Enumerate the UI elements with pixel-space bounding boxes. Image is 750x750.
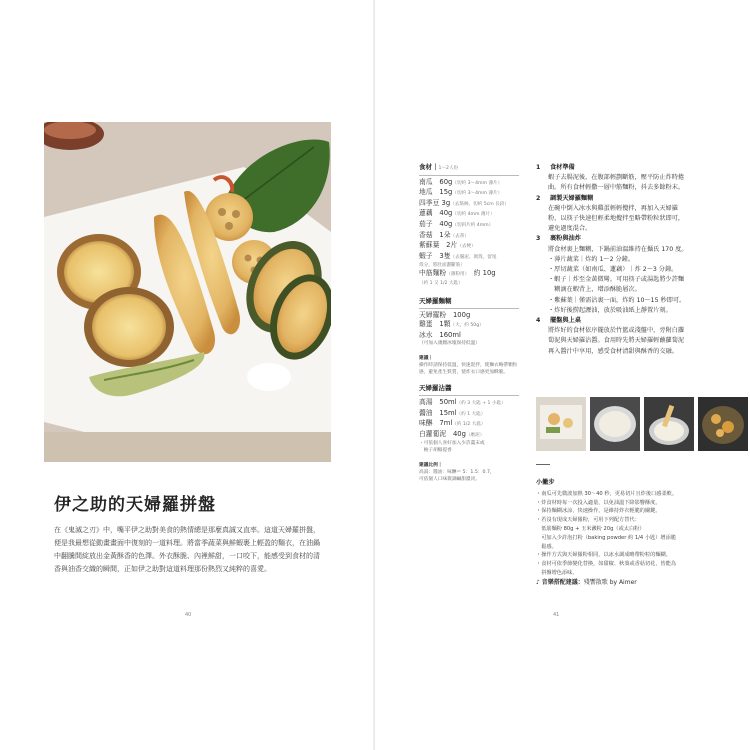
step-photo-2 <box>590 397 640 451</box>
ratio-line-2: 可依個人口味微調鹹甜濃淡。 <box>419 477 480 483</box>
step-line: 再入醬汁中享用，感受食材清甜與酥香的交融。 <box>548 347 678 355</box>
tip-item: 低筋麵粉 80g + 玉米澱粉 20g（或太白粉） <box>536 525 645 532</box>
step-line: ・厚切蔬菜（如南瓜、蓮藕）｜炸 2～3 分鐘。 <box>548 266 678 274</box>
batter-header: 天婦羅麵糊 <box>419 297 519 309</box>
ingredient-note: （去腸泥、剝殼，留尾 <box>450 254 497 260</box>
tip-item: ・南瓜可先微波加熱 30～40 秒，更易切片且炸後口感柔軟。 <box>536 490 678 497</box>
step-body <box>536 173 721 193</box>
step-header <box>536 234 721 244</box>
step-line: ・紫蘇葉｜僅需沾裹一面，炸約 10～15 秒即可。 <box>548 296 686 304</box>
batter-name: 雞蛋 1顆 <box>419 320 451 329</box>
ingredient-list <box>419 178 519 287</box>
sauce-item <box>419 409 519 420</box>
step-photo-1 <box>536 397 586 451</box>
ingredient-item <box>419 220 519 231</box>
sauce-header: 天婦羅沾醬 <box>419 384 519 396</box>
ingredients-header <box>419 163 519 176</box>
ingredient-note: （去筋絲，切約 5cm 長段） <box>450 201 509 207</box>
tips-header: 小撇步 <box>536 479 555 486</box>
ingredient-note: （去梗） <box>457 244 476 250</box>
tips-section <box>536 479 726 588</box>
sauce-item <box>419 398 519 409</box>
sauce-note: （約 1 大匙） <box>456 411 486 417</box>
step-photo-4 <box>698 397 748 451</box>
step-line: 在碗中倒入冰水與雞蛋輕輕攪拌，再加入天婦羅 <box>548 204 678 212</box>
batter-list <box>419 311 519 341</box>
ratio-header: 建議比例｜ <box>419 463 443 469</box>
step-line: ・薄片蔬菜｜炸約 1～2 分鐘。 <box>548 255 635 263</box>
ingredient-note: （薄粉用） <box>446 272 467 278</box>
ingredient-item <box>419 209 519 220</box>
batter-item <box>419 331 519 341</box>
batter-item <box>419 320 519 331</box>
step-line: 糊滴在蝦背上，增添酥脆層次。 <box>548 286 641 294</box>
page-number-right: 41 <box>553 612 560 618</box>
ingredient-name: 中筋麵粉 <box>419 269 447 278</box>
ingredient-name: 香菇 1朵 <box>419 230 451 239</box>
sauce-note: （磨泥） <box>465 432 485 438</box>
music-suggestion <box>536 579 726 588</box>
ingredient-sub-note: （約 1 又 1/2 大匙） <box>419 280 463 286</box>
tip-item: 可加入少許泡打粉（baking powder 約 1/4 小匙）增添脆 <box>536 534 676 541</box>
page-number-left: 40 <box>185 612 192 618</box>
tips-divider <box>536 464 550 465</box>
batter-name: 天婦羅粉 100g <box>419 310 471 319</box>
batter-item <box>419 311 519 321</box>
step-number: 4 <box>536 317 541 325</box>
batter-tip-header: 建議｜ <box>419 356 434 362</box>
step-header <box>536 316 721 326</box>
tip-item: ・保持麵糊冰涼，快速操作，是維持炸衣輕脆的關鍵。 <box>536 508 661 515</box>
ingredient-item <box>419 231 519 242</box>
tip-item: ・若沒有現成天婦羅粉，可用下列配方替代： <box>536 517 640 524</box>
sauce-name: 高湯 50ml <box>419 397 457 406</box>
step-number: 2 <box>536 194 541 202</box>
ingredient-note: （切約 4mm 薄片） <box>452 212 495 218</box>
ingredient-name: 茄子 40g <box>419 219 453 228</box>
step-line: ・蝦子｜炸至金黃微彎。可用筷子或湯匙將少許麵 <box>548 276 685 284</box>
batter-tip: 操作時請保持低溫，快速混拌，使麵衣略帶顆粒感，避免產生麩質，使炸衣口感更加酥脆。 <box>419 363 518 376</box>
step-body <box>536 326 721 357</box>
ingredient-name: 紫蘇葉 2片 <box>419 241 458 250</box>
ingredient-note: （去蒂） <box>450 233 469 239</box>
step-line: ・炸好後撈起瀝油，放於吸油紙上靜置片刻。 <box>548 306 672 314</box>
sauce-note-2: 柚子胡椒提香 <box>419 448 452 454</box>
music-note-icon: ♪ <box>536 578 540 586</box>
ingredient-sub-note: 殼分，將肚面劃斷筋） <box>419 263 465 269</box>
step-title: 裹粉與油炸 <box>550 235 581 243</box>
ingredient-item <box>419 241 519 252</box>
sauce-item <box>419 430 519 441</box>
sauce-name: 醬油 15ml <box>419 408 457 417</box>
tips-list <box>536 490 726 578</box>
ingredient-name: 四季豆 3g <box>419 198 451 207</box>
ingredient-note: （切斜片約 4mm） <box>452 222 494 228</box>
ingredient-name: 蓮藕 40g <box>419 209 453 218</box>
recipe-title: 伊之助的天婦羅拼盤 <box>54 495 216 515</box>
ingredient-item <box>419 188 519 199</box>
ratio-line-1: 高湯：醬油：味醂＝ 5：1.5：0.7， <box>419 470 495 476</box>
step-photo-3 <box>644 397 694 451</box>
step-title: 食材準備 <box>550 164 575 171</box>
ingredients-column <box>419 163 519 483</box>
tip-item: ・食材可依季節變化替換，如甜椒、秋葵或香菇切花，皆能為 <box>536 561 677 568</box>
tip-item: 鬆感。 <box>536 543 557 550</box>
step-list <box>536 163 721 357</box>
tempura-platter-photo <box>44 122 331 462</box>
batter-note: （可加入幾顆冰塊保持低溫） <box>419 341 480 347</box>
step-title: 擺盤與上桌 <box>550 317 581 325</box>
step-line: 蔔泥與天婦羅沾醬。食用時先將天婦羅輕蘸蘿蔔泥 <box>548 337 685 345</box>
step-header <box>536 194 721 204</box>
ingredient-name: 蝦子 3隻 <box>419 251 451 260</box>
step-title: 調製天婦羅麵糊 <box>550 194 594 202</box>
step-line: 將食材裹上麵糊，下鍋前油溫維持在攝氏 170 度。 <box>548 245 688 253</box>
sauce-note: （約 1/2 大匙） <box>452 422 486 428</box>
ingredients-serving: 1～2人份 <box>438 166 459 171</box>
sauce-list <box>419 398 519 440</box>
step-line: 將炸好的食材依序擺放於竹籃或淺盤中，旁附白蘿 <box>548 327 685 335</box>
ingredient-note: （切約 3～4mm 薄片） <box>452 191 503 197</box>
ingredient-item <box>419 269 519 287</box>
music-value: 殘響散歌 by Aimer <box>583 578 637 586</box>
step-line: 粉，以筷子快速但輕柔地攪拌至略帶粉粒狀即可， <box>548 215 685 223</box>
sauce-name: 味醂 7ml <box>419 419 453 428</box>
step-line: 曲。所有食材輕撒一層中筋麵粉，抖去多餘粉末。 <box>548 184 685 192</box>
batter-note: （大，約 50g） <box>450 323 484 329</box>
step-body <box>536 204 721 235</box>
tip-item: ・炸食材時每一次投入適量，以免油溫下降影響酥度。 <box>536 499 661 506</box>
tip-item: ・操作方式與天婦羅粉相同，以冰水調成略帶粉粒的麵糊。 <box>536 552 671 559</box>
step-number: 1 <box>536 164 541 171</box>
tip-item: 拼盤增色添味。 <box>536 569 578 576</box>
step-header <box>536 163 721 173</box>
ingredient-item <box>419 178 519 189</box>
step-line: 避免過度混合。 <box>548 225 592 233</box>
steps-column <box>536 163 721 357</box>
step-number: 3 <box>536 235 541 243</box>
ingredient-note: （切約 3～4mm 薄片） <box>452 180 503 186</box>
ingredient-name: 南瓜 60g <box>419 177 453 186</box>
step-photos <box>536 397 750 453</box>
ingredient-amount: 約 10g <box>466 269 496 278</box>
sauce-note-1: ・可依個人喜好加入少許薑末或 <box>419 441 485 447</box>
ingredient-name: 地瓜 15g <box>419 188 453 197</box>
step-body <box>536 245 721 316</box>
sauce-name: 白蘿蔔泥 40g <box>419 429 466 438</box>
recipe-intro: 在《鬼滅之刃》中，嘴平伊之助對美食的熱情總是那麼真誠又直率。這道天婦羅拼盤，便是我最想從動畫畫面中復刻的一道料理。將當季蔬菜與鮮蝦裹上輕盈的麵衣，在油鍋中翻騰間綻放出金黃酥香的色澤。外衣酥脆、內裡鮮甜，一口咬下，能感受到食材的清香與油香交織的瞬間，正如伊之助對這道料理那份熱烈又純粹的喜愛。 <box>54 526 320 573</box>
sauce-item <box>419 419 519 430</box>
music-label: 音樂搭配建議： <box>541 578 584 586</box>
ingredient-item <box>419 252 519 270</box>
ingredients-header-label: 食材｜ <box>419 163 439 171</box>
ingredient-item <box>419 199 519 210</box>
batter-name: 冰水 160ml <box>419 330 461 339</box>
step-line: 蝦子去腸泥後，在腹部輕劃斷筋，壓平防止炸時捲 <box>548 174 685 182</box>
sauce-note: （約 3 大匙 + 1 小匙） <box>456 400 506 406</box>
